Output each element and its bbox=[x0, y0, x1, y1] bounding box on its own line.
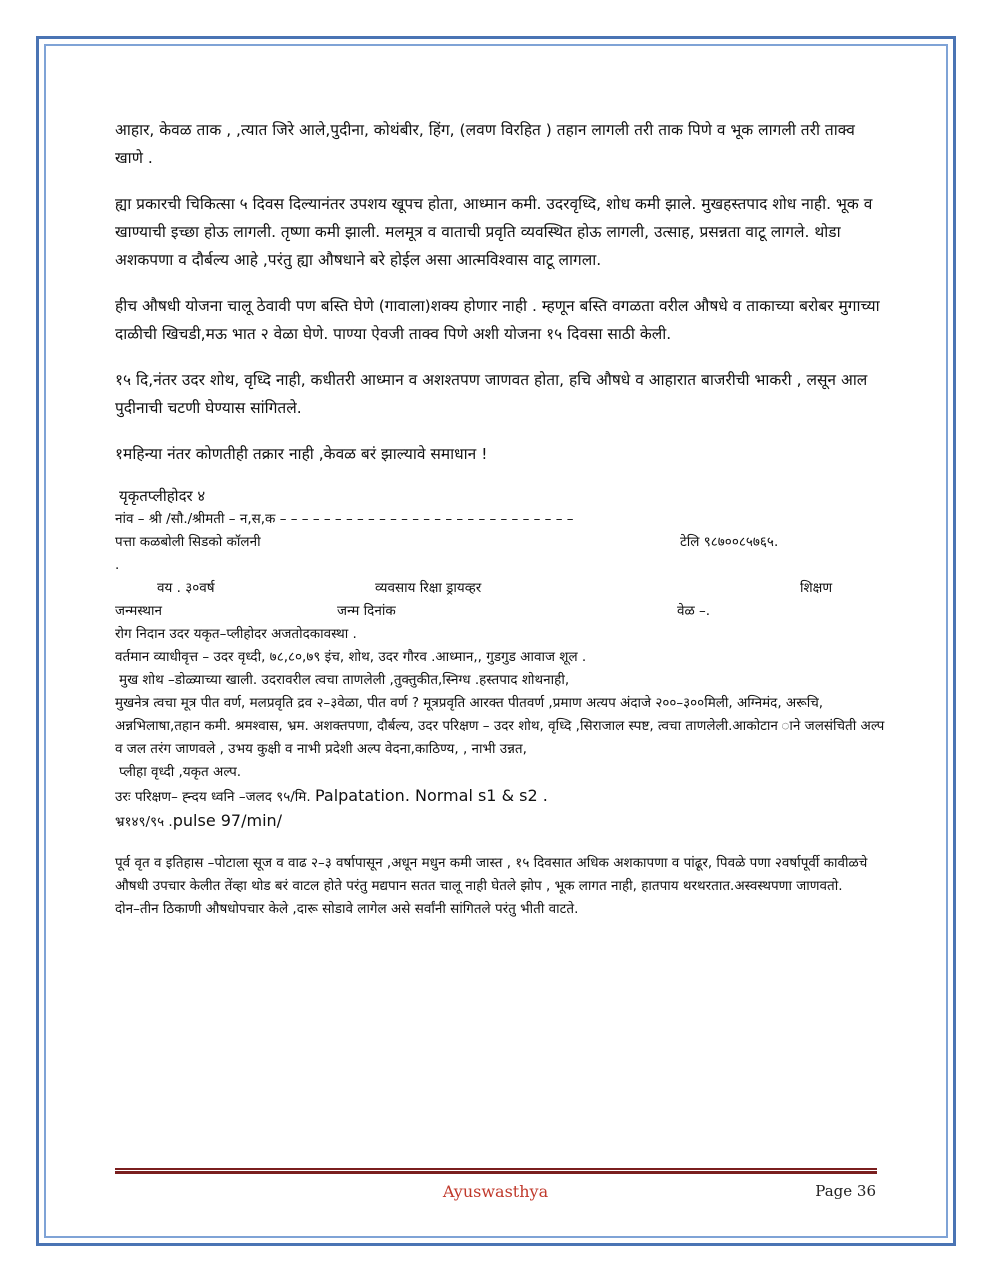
birth-row bbox=[115, 600, 885, 623]
address: पत्ता कळबोली सिडको कॉलनी bbox=[115, 534, 261, 550]
pulse-text: pulse 97/min/ bbox=[172, 811, 283, 830]
diagnosis: रोग निदान उदर यकृत–प्लीहोदर अजतोदकावस्था . bbox=[115, 626, 357, 642]
case-title: यृकृतप्लीहोदर ४ bbox=[119, 487, 206, 505]
past-history: पूर्व वृत व इतिहास –पोटाला सूज व वाढ २–३ वर्षापासून ,अधून मधुन कमी जास्त , १५ दिवसात अधिक अशकापणा व पांढूर, पिवळे पणा २वर्षापूर्वी कावीळचे औषधी उपचार केलीत तेंव्हा थोड बरं वाटल होते परंतु मद्यपान सतत चालू नाही घेतले झोप , भूक लागत नाही, हातपाय थरथरतात.अस्वस्थपणा जाणवतो. bbox=[115, 855, 868, 894]
paragraph-continued-plan: हीच औषधी योजना चालू ठेवावी पण बस्ति घेणे (गावाला)शक्य होणार नाही . म्हणून बस्ति वगळता वरील औषधे व ताकाच्या बरोबर मुगाच्या दाळीची खिचडी,मऊ भात २ वेळा घेणे. पाण्या ऐवजी ताक्व पिणे अशी योजना १५ दिवसा साठी केली. bbox=[115, 297, 880, 343]
footer-divider bbox=[115, 1168, 877, 1174]
chest-exam-text: उरः परिक्षण– ह्न्दय ध्वनि –जलद ९५/मि. bbox=[115, 789, 311, 805]
education: शिक्षण bbox=[800, 580, 833, 596]
patient-name-line: नांव – श्री /सौ./श्रीमती – न,स,क – – – – – – – – – – – – – – – – – – – – – – – – – – – bbox=[115, 511, 574, 527]
spleen-findings: प्लीहा वृध्दी ,यकृत अल्प. bbox=[119, 764, 242, 780]
blood-pressure bbox=[115, 809, 885, 834]
birthdate: जन्म दिनांक bbox=[337, 603, 396, 619]
time-of-birth: वेळ –. bbox=[677, 603, 711, 619]
examination: मुखनेत्र त्वचा मूत्र पीत वर्ण, मलप्रवृति द्रव २–३वेळा, पीत वर्ण ? मूत्रप्रवृति आरक्त पीतवर्ण ,प्रमाण अत्यप अंदाजे २००–३००मिली, अग्निमंद, अरूचि, अन्नभिलाषा,तहान कमी. श्रमश्वास, भ्रम. अशक्तपणा, दौर्बल्य, उदर परिक्षण – उदर शोथ, वृध्दि ,सिराजाल स्पष्ट, त्वचा ताणलेली.आकोटान ाने जलसंचिती अल्प व जल तरंग जाणवले , उभय कुक्षी व नाभी प्रदेशी अल्प वेदना,काठिण्य, , नाभी उन्नत, bbox=[115, 695, 885, 757]
chest-exam bbox=[115, 784, 885, 809]
paragraph-outcome: १महिन्या नंतर कोणतीही तक्रार नाही ,केवळ बरं झाल्यावे समाधान ! bbox=[115, 445, 488, 463]
age: वय . ३०वर्ष bbox=[157, 580, 215, 596]
bp-text: भ्र१४९/९५ . bbox=[115, 814, 173, 830]
document-body bbox=[115, 116, 885, 921]
present-history: वर्तमान व्याधीवृत्त – उदर वृध्दी, ७८,८०,७९ इंच, शोथ, उदर गौरव .आध्मान,, गुडगुड आवाज शूल . bbox=[115, 649, 587, 665]
paragraph-treatment-result: ह्या प्रकारची चिकित्सा ५ दिवस दिल्यानंतर उपशय खूपच होता, आध्मान कमी. उदरवृध्दि, शोध कमी झाले. मुखहस्तपाद शोध नाही. भूक व खाण्याची इच्छा होऊ लागली. तृष्णा कमी झाली. मलमूत्र व वाताची प्रवृति व्यवस्थित होऊ लागली, उत्साह, प्रसन्नता वाटू लागले. थोडा अशकपणा व दौर्बल्य आहे ,परंतु ह्या औषधाने बरे होईल असा आत्मविश्वास वाटू लागला. bbox=[115, 195, 873, 269]
chest-exam-latin: Palpatation. Normal s1 & s2 . bbox=[314, 786, 548, 805]
age-occupation-row bbox=[115, 577, 885, 600]
page-number: Page 36 bbox=[815, 1182, 876, 1200]
paragraph-followup: १५ दि,नंतर उदर शोथ, वृध्दि नाही, कधीतरी आध्मान व अशश्तपण जाणवत होता, हचि औषधे व आहारात बाजरीची भाकरी , लसून आल पुदीनाची चटणी घेण्यास सांगितले. bbox=[115, 371, 868, 417]
footer-title: Ayuswasthya bbox=[442, 1182, 549, 1201]
treatment-note: दोन–तीन ठिकाणी औषधोपचार केले ,दारू सोडावे लागेल असे सर्वांनी सांगितले परंतु भीती वाटते. bbox=[115, 901, 579, 917]
paragraph-diet: आहार, केवळ ताक , ,त्यात जिरे आले,पुदीना, कोथंबीर, हिंग, (लवण विरहित ) तहान लागली तरी ताक पिणे व भूक लागली तरी ताक्व खाणे . bbox=[115, 121, 855, 167]
occupation: व्यवसाय रिक्षा ड्रायव्हर bbox=[375, 580, 482, 596]
face-findings: मुख शोथ –डोळ्याच्या खाली. उदरावरील त्वचा ताणलेली ,तुक्तुकीत,स्निग्ध .हस्तपाद शोथनाही, bbox=[119, 672, 570, 688]
phone-number: टेलि ९८७००८५७६५. bbox=[680, 534, 779, 550]
stray-dot: . bbox=[115, 557, 120, 573]
address-row bbox=[115, 531, 885, 554]
birthplace: जन्मस्थान bbox=[115, 603, 162, 619]
